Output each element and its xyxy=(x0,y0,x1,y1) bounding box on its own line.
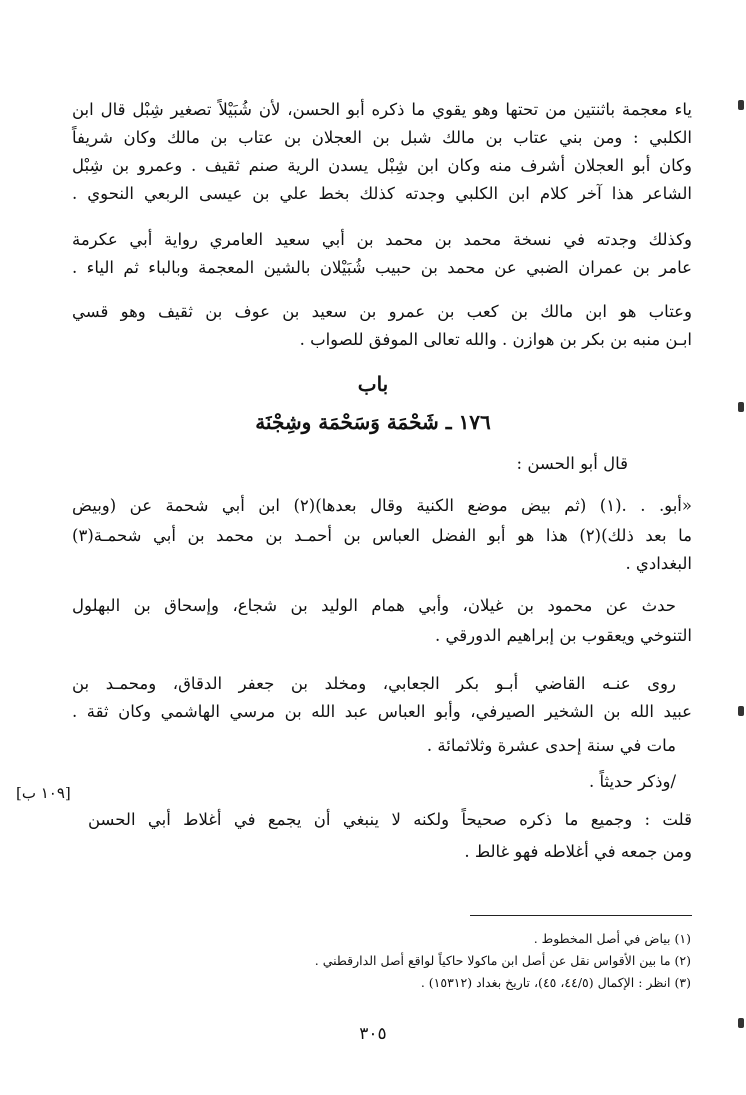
edge-mark xyxy=(738,100,744,110)
footnote: (١) بياض في أصل المخطوط . xyxy=(533,931,691,946)
text-line: عبيد الله بن الشخير الصيرفي، وأبو العباس عبد الله بن مرسي الهاشمي وكان ثقة . xyxy=(72,702,692,721)
text-line: التنوخي ويعقوب بن إبراهيم الدورقي . xyxy=(435,626,692,645)
chapter-label: باب xyxy=(357,372,389,396)
text-line: «أبو. . .(١) (ثم بيض موضع الكنية وقال بعدها)(٢) ابن أبي شحمة عن (وبيض xyxy=(72,496,692,515)
text-line: مات في سنة إحدى عشرة وثلاثمائة . xyxy=(426,736,676,755)
text-line: وكذلك وجدته في نسخة محمد بن محمد بن أبي سعيد العامري رواية أبي عكرمة xyxy=(72,230,692,249)
page-number: ٣٠٥ xyxy=(359,1024,387,1044)
edge-mark xyxy=(738,402,744,412)
text-line: قلت : وجميع ما ذكره صحيحاً ولكنه لا ينبغي أن يجمع في أغلاط أبي الحسن xyxy=(88,810,692,829)
text-line: الشاعر هذا آخر كلام ابن الكلبي وجدته كذلك بخط علي بن عيسى الربعي النحوي . xyxy=(72,184,692,203)
footnote: (٢) ما بين الأقواس نقل عن أصل ابن ماكولا حاكياً لواقع أصل الدارقطني . xyxy=(314,953,691,968)
footnote: (٣) انظر : الإكمال (٤٤/٥، ٤٥)، تاريخ بغداد (١٥٣١٢) . xyxy=(420,975,691,990)
edge-mark xyxy=(738,1018,744,1028)
footnote-divider xyxy=(470,915,692,916)
text-line: روى عنـه القاضي أبـو بكر الجعابي، ومخلد بن جعفر الدقاق، ومحمـد بن xyxy=(72,674,676,693)
text-line: عامر بن عمران الضبي عن محمد بن حبيب شُبَيْلان بالشين المعجمة وبالباء ثم الياء . xyxy=(72,258,692,277)
text-line: البغدادي . xyxy=(625,554,692,573)
text-line: ومن جمعه في أغلاطه فهو غالط . xyxy=(464,842,692,861)
text-line: وكان أبو العجلان أشرف منه وكان ابن شِبْل يسدن الرية صنم ثقيف . وعمرو بن شِبْل xyxy=(72,156,692,175)
text-line: وعتاب هو ابن مالك بن كعب بن عمرو بن سعيد بن عوف بن ثقيف وهو قسي xyxy=(72,302,692,321)
text-line: ياء معجمة باثنتين من تحتها وهو يقوي ما ذكره أبو الحسن، لأن شُبَيْلاً تصغير شِبْل قال ابن xyxy=(72,100,692,119)
edge-mark xyxy=(738,706,744,716)
chapter-title: ١٧٦ ـ شَحْمَة وَسَحْمَة وشِجْنَة xyxy=(255,410,491,434)
text-line: /وذكر حديثاً . xyxy=(588,772,676,791)
margin-folio-note: [١٠٩ ب] xyxy=(16,784,71,802)
text-line: حدث عن محمود بن غيلان، وأبي همام الوليد بن شجاع، وإسحاق بن البهلول xyxy=(72,596,676,615)
text-line: ما بعد ذلك)(٢) هذا هو أبو الفضل العباس بن أحمـد بن محمد بن أبي شحمـة(٣) xyxy=(72,526,692,545)
text-line: ابـن منبه بن بكر بن هوازن . والله تعالى الموفق للصواب . xyxy=(299,330,692,349)
text-line: قال أبو الحسن : xyxy=(516,454,628,473)
text-line: الكلبي : ومن بني عتاب بن مالك شبل بن العجلان بن عتاب بن مالك وكان شريفاً xyxy=(72,128,692,147)
